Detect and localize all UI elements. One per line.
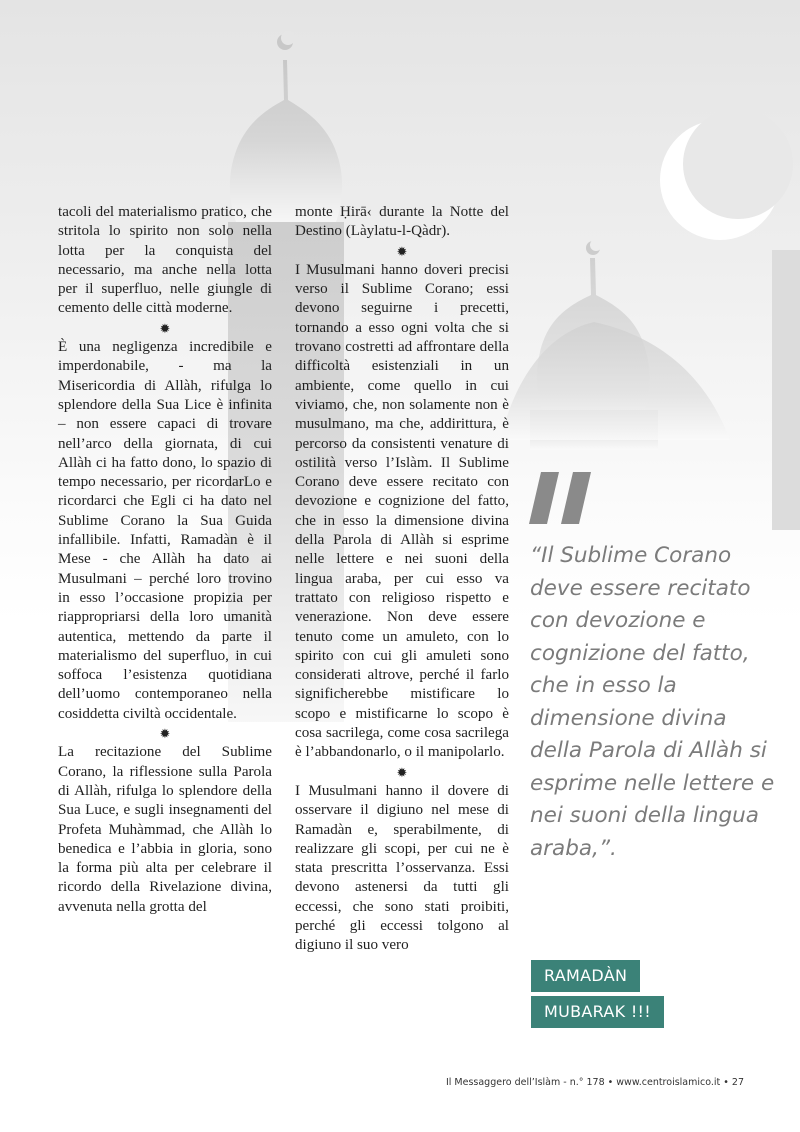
ramadan-badge: RAMADÀN <box>531 960 640 992</box>
pull-quote: “Il Sublime Corano deve essere recitato con devozione e cognizione del fatto, che in esso la dimensione divina della Parola di Allàh si esprime nelle lettere e nei suoni della lingua araba,”. <box>530 543 775 861</box>
text-column-middle <box>295 203 509 956</box>
paragraph: I Musulmani hanno il dovere di osservare il digiuno nel mese di Ramadàn e, sperabilmente, di realizzare gli scopi, per cui ne è stata prescritta l’osservanza. Essi devono astenersi da tutti gli eccessi, che sono stati proibiti, perché gli eccessi tolgono al digiuno il suo vero <box>295 782 509 954</box>
separator-star-icon: ✹ <box>159 320 171 336</box>
paragraph: monte Ḥirā‹ durante la Notte del Destino (Làylatu-l-Qàdr). <box>295 204 509 240</box>
text-column-left <box>58 203 272 917</box>
quotation-mark-icon <box>527 470 597 530</box>
separator-star-icon: ✹ <box>396 243 408 259</box>
paragraph: I Musulmani hanno doveri precisi verso il Sublime Corano; essi devono seguirne i precetti, tornando a esso ogni volta che si trovano costretti ad affrontare della difficoltà esistenziali in un ambiente, come quello in cui viviamo, che, non solamente non è musulmano, ma che, addirittura, è percorso da consistenti venature di ostilità verso l’Islàm. Il Sublime Corano deve essere recitato con devozione e cognizione del fatto, che in esso la dimensione divina della Parola di Allàh si esprime nelle lettere e nei suoni della lingua araba, per cui esso va trattato con religioso rispetto e venerazione. Non deve essere tenuto come un amuleto, con lo spirito con cui gli amuleti sono considerati altrove, perché il farlo significherebbe mistificare lo scopo e mistificarne lo scopo è cosa sacrilega, come cosa sacrilega è l’abbandonarlo, o il manipolarlo. <box>295 261 509 761</box>
mubarak-badge: MUBARAK !!! <box>531 996 664 1028</box>
separator-star-icon: ✹ <box>159 726 171 742</box>
paragraph: La recitazione del Sublime Corano, la riflessione sulla Parola di Allàh, rifulga lo splendore della Sua Luce, e sugli insegnamenti del Profeta Muhàmmad, che Allàh lo benedica e l’abbia in gloria, sono la forma più alta per celebrare il ricordo della Rivelazione divina, avvenuta nella grotta del <box>58 744 272 915</box>
separator-star-icon: ✹ <box>396 764 408 780</box>
page-footer: Il Messaggero dell’Islàm - n.° 178 • www.centroislamico.it • 27 <box>445 1077 744 1088</box>
paragraph: È una negligenza incredibile e imperdonabile, - ma la Misericordia di Allàh, rifulga lo splendore della Sua Lice è infinita – non essere capaci di trovare nell’arco della giornata, di cui Allàh ci ha fatto dono, lo spazio di tempo necessario, per ricordarLo e ricordarci che Egli ci ha dato nel Sublime Corano la Sua Guida infallibile. Infatti, Ramadàn è il Mese - che Allàh ha dato ai Musulmani – perché loro trovino in esso l’occasione propizia per riappropriarsi della loro umanità autentica, mettendo da parte il materialismo del superfluo, in cui soffoca l’esistenza quotidiana dell’uomo contemporaneo nella cosiddetta civiltà occidentale. <box>58 339 272 722</box>
paragraph: tacoli del materialismo pratico, che stritola lo spirito non solo nella lotta per la conquista del necessario, ma anche nella lotta per il superfluo, nelle giungle di cemento delle città moderne. <box>58 204 272 317</box>
